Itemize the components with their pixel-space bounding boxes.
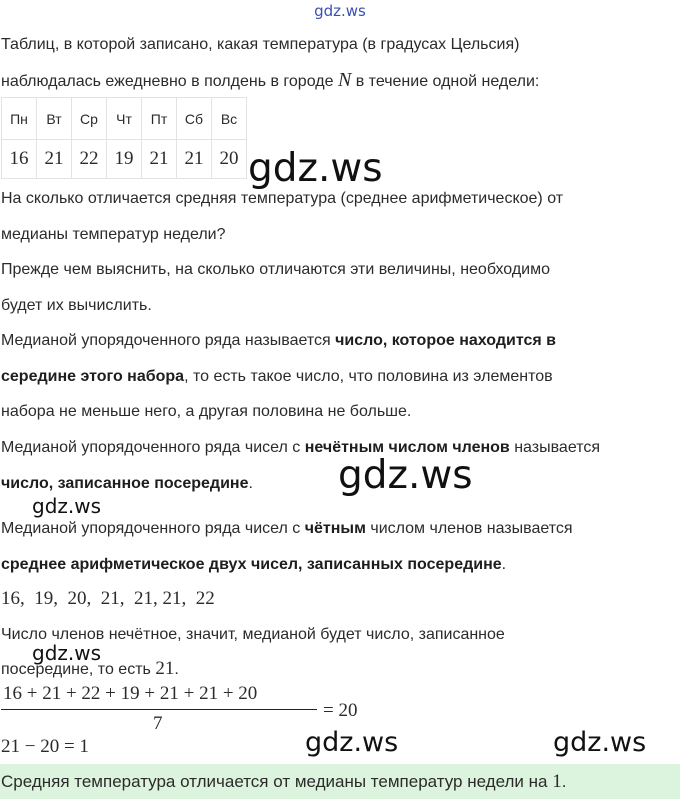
- fraction-bar: [1, 709, 317, 710]
- def2-line-1: [1, 438, 600, 458]
- watermark: gdz.ws: [32, 494, 102, 518]
- answer-box: [0, 764, 680, 799]
- def3-line-2: [1, 555, 506, 575]
- answer-value: 1: [552, 771, 562, 792]
- watermark: gdz.ws: [553, 727, 647, 758]
- def2-bold: нечётным числом членов: [304, 439, 510, 456]
- def1-line-1: [1, 331, 556, 351]
- answer-text: Средняя температура отличается от медианы температур недели на: [1, 772, 553, 791]
- question-line-2: медианы температур недели?: [1, 226, 226, 243]
- value-cell: 16: [2, 140, 37, 179]
- value-cell: 20: [212, 140, 247, 179]
- def1-text: Медианой упорядоченного ряда называется: [1, 332, 336, 349]
- value-cell: 19: [107, 140, 142, 179]
- def1-text-2: , то есть такое число, что половина из элементов: [184, 368, 553, 385]
- watermark: gdz.ws: [32, 641, 102, 665]
- value-cell: 21: [37, 140, 72, 179]
- def2-text: Медианой упорядоченного ряда чисел с: [1, 439, 305, 456]
- watermark: gdz.ws: [305, 727, 399, 758]
- median-after: .: [174, 661, 179, 678]
- intro-line-1: Таблиц, в которой записано, какая температура (в градусах Цельсия): [1, 36, 520, 53]
- day-cell: Вс: [212, 98, 247, 140]
- table-row-days: [2, 98, 247, 140]
- def1-bold-2: середине этого набора: [1, 368, 185, 385]
- median-line-1: Число членов нечётное, значит, медианой будет число, записанное: [1, 626, 505, 643]
- temperature-table: [1, 97, 247, 179]
- def2-after: называется: [509, 439, 600, 456]
- value-cell: 21: [142, 140, 177, 179]
- mean-denominator: 7: [153, 713, 163, 734]
- median-value: 21: [155, 658, 175, 679]
- question-line-1: На сколько отличается средняя температура (среднее арифметическое) от: [1, 190, 564, 207]
- def1-line-2: [1, 367, 553, 387]
- difference-formula: 21 − 20 = 1: [1, 736, 89, 757]
- def3-after: числом членов называется: [365, 520, 573, 537]
- watermark: gdz.ws: [338, 453, 473, 498]
- prep-line-2: будет их вычислить.: [1, 297, 152, 314]
- day-cell: Сб: [177, 98, 212, 140]
- prep-line-1: Прежде чем выяснить, на сколько отличаются эти величины, необходимо: [1, 261, 550, 278]
- def1-bold: число, которое находится в: [335, 332, 556, 349]
- city-variable: N: [337, 69, 352, 91]
- sorted-series: 16, 19, 20, 21, 21, 21, 22: [1, 588, 215, 609]
- mean-numerator: 16 + 21 + 22 + 19 + 21 + 21 + 20: [3, 683, 258, 704]
- def1-line-3: набора не меньше него, а другая половина не больше.: [1, 403, 412, 420]
- def3-bold: чётным: [304, 520, 366, 537]
- def3-line-1: [1, 519, 573, 539]
- intro-line-2: [1, 70, 539, 92]
- def2-bold-2: число, записанное посередине: [1, 475, 249, 492]
- day-cell: Пн: [2, 98, 37, 140]
- intro-line-2-end: в течение одной недели:: [351, 73, 540, 90]
- def2-line-2: [1, 474, 253, 494]
- def3-text: Медианой упорядоченного ряда чисел с: [1, 520, 305, 537]
- mean-result: = 20: [323, 700, 358, 721]
- day-cell: Ср: [72, 98, 107, 140]
- intro-line-2-start: наблюдалась ежедневно в полдень в городе: [1, 73, 338, 90]
- watermark: gdz.ws: [248, 146, 383, 191]
- day-cell: Вт: [37, 98, 72, 140]
- def3-after-2: .: [501, 556, 507, 573]
- value-cell: 22: [72, 140, 107, 179]
- def3-bold-2: среднее арифметическое двух чисел, записанных посередине: [1, 556, 502, 573]
- median-text: посередине, то есть: [1, 661, 156, 678]
- day-cell: Пт: [142, 98, 177, 140]
- header-watermark: gdz.ws: [314, 2, 366, 20]
- value-cell: 21: [177, 140, 212, 179]
- table-row-values: [2, 140, 247, 179]
- answer-after: .: [561, 772, 567, 791]
- day-cell: Чт: [107, 98, 142, 140]
- def2-after-2: .: [248, 475, 253, 492]
